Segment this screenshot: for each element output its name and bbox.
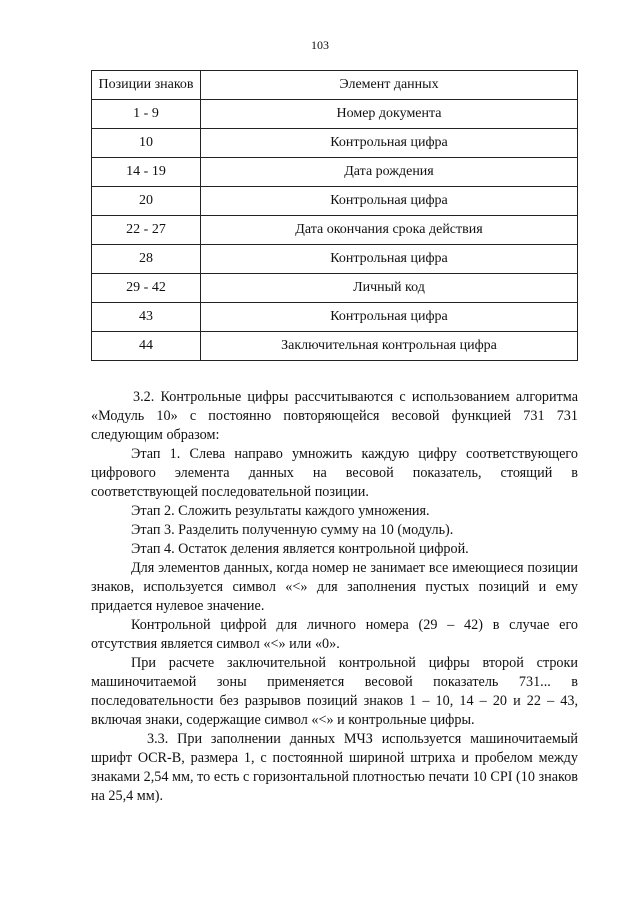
cell-positions: 10 [92, 129, 201, 158]
body-text [91, 388, 578, 806]
paragraph-step-3: Этап 3. Разделить полученную сумму на 10 (модуль). [131, 522, 454, 538]
paragraph-3-3: 3.3. При заполнении данных МЧЗ используется машиночитаемый шрифт OCR-B, размера 1, с постоянной шириной штриха и пробелом между знаками 2,54 мм, то есть с горизонтальной плотностью печати 10 CPI (10 знаков на 25,4 мм). [91, 731, 578, 804]
header-element: Элемент данных [201, 71, 578, 100]
cell-positions: 29 - 42 [92, 274, 201, 303]
mrz-positions-table [91, 70, 578, 361]
page-number: 103 [311, 38, 329, 52]
paragraph-3-2: 3.2. Контрольные цифры рассчитываются с использованием алгоритма «Модуль 10» с постоянно повторяющейся весовой функцией 731 731 следующим образом: [91, 389, 578, 443]
table-row [92, 245, 578, 274]
cell-element: Контрольная цифра [201, 303, 578, 332]
table-row [92, 274, 578, 303]
table-row [92, 303, 578, 332]
cell-element: Контрольная цифра [201, 245, 578, 274]
table-row [92, 100, 578, 129]
cell-element: Контрольная цифра [201, 129, 578, 158]
table-row [92, 158, 578, 187]
table-row [92, 129, 578, 158]
cell-element: Заключительная контрольная цифра [201, 332, 578, 361]
table-row [92, 187, 578, 216]
cell-positions: 43 [92, 303, 201, 332]
paragraph-step-2: Этап 2. Сложить результаты каждого умножения. [131, 503, 430, 519]
cell-positions: 22 - 27 [92, 216, 201, 245]
paragraph-final-check-digit: При расчете заключительной контрольной цифры второй строки машиночитаемой зоны применяется весовой показатель 731... в последовательности без разрывов позиций знаков 1 – 10, 14 – 20 и 22 – 43, включая знаки, содержащие символ «<» и контрольные цифры. [91, 655, 578, 728]
header-positions: Позиции знаков [92, 71, 201, 100]
cell-positions: 14 - 19 [92, 158, 201, 187]
cell-positions: 1 - 9 [92, 100, 201, 129]
paragraph-personal-code: Контрольной цифрой для личного номера (29 – 42) в случае его отсутствия является символ «<» или «0». [91, 617, 578, 652]
cell-element: Дата рождения [201, 158, 578, 187]
cell-element: Дата окончания срока действия [201, 216, 578, 245]
paragraph-step-1: Этап 1. Слева направо умножить каждую цифру соответствующего цифрового элемента данных на весовой показатель, стоящий в соответствующей последовательной позиции. [91, 446, 578, 500]
cell-element: Номер документа [201, 100, 578, 129]
paragraph-filler-symbol: Для элементов данных, когда номер не занимает все имеющиеся позиции знаков, используется символ «<» для заполнения пустых позиций и ему придается нулевое значение. [91, 560, 578, 614]
table-row [92, 216, 578, 245]
paragraph-step-4: Этап 4. Остаток деления является контрольной цифрой. [131, 541, 469, 557]
cell-positions: 28 [92, 245, 201, 274]
cell-positions: 20 [92, 187, 201, 216]
table-row [92, 332, 578, 361]
cell-element: Личный код [201, 274, 578, 303]
table-header-row [92, 71, 578, 100]
cell-positions: 44 [92, 332, 201, 361]
cell-element: Контрольная цифра [201, 187, 578, 216]
